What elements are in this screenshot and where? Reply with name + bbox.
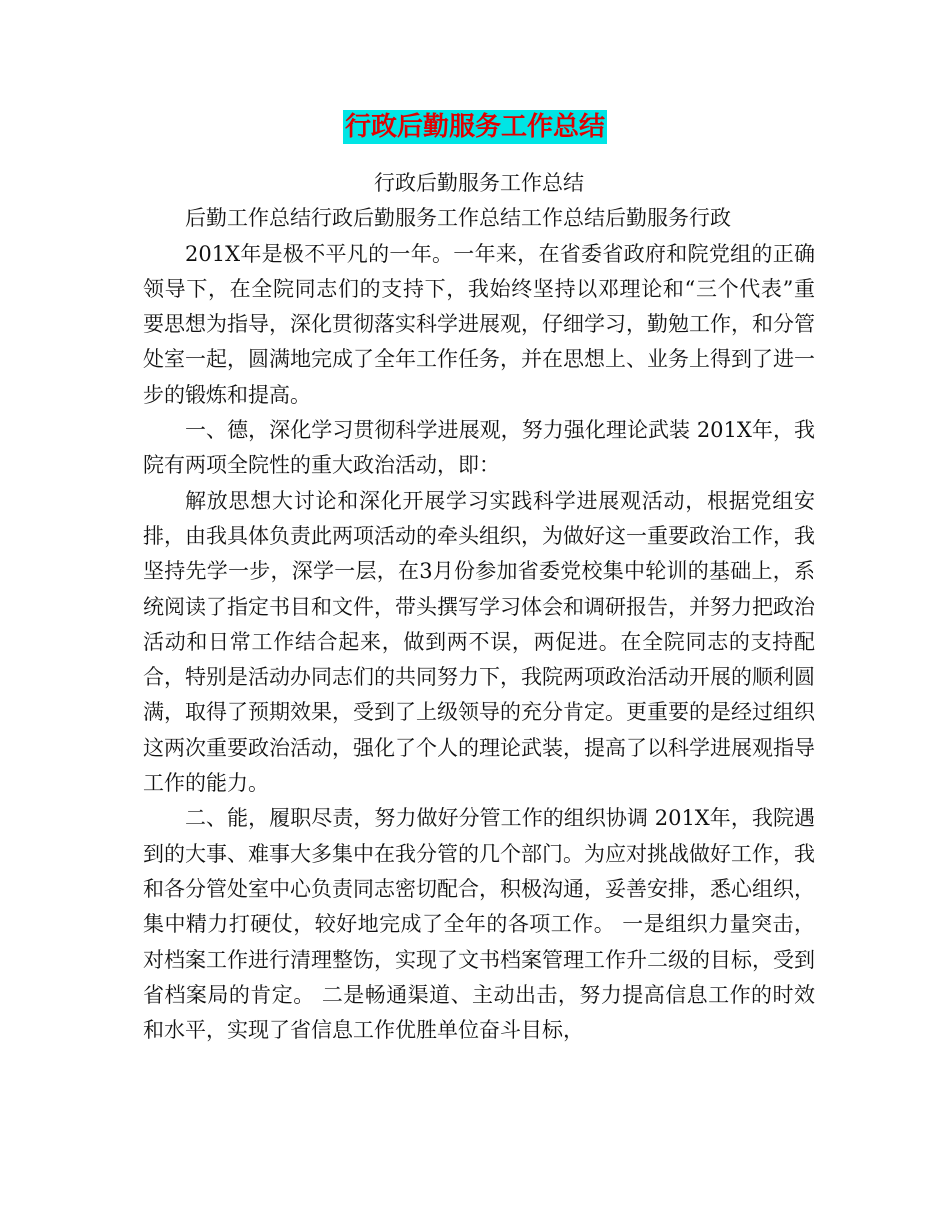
document-title: 行政后勤服务工作总结 bbox=[344, 112, 605, 142]
paragraph-section-two: 二、能，履职尽责，努力做好分管工作的组织协调 201X年，我院遇到的大事、难事大多集中在我分管的几个部门。为应对挑战做好工作，我和各分管处室中心负责同志密切配合，积极沟通，妥善安排，悉心组织，集中精力打硬仗，较好地完成了全年的各项工作。 一是组织力量突击，对档案工作进行清理整饬，实现了文书档案管理工作升二级的目标，受到省档案局的肯定。 二是畅通渠道、主动出击，努力提高信息工作的时效和水平，实现了省信息工作优胜单位奋斗目标， bbox=[143, 806, 815, 1043]
document-subtitle: 行政后勤服务工作总结 bbox=[374, 171, 584, 195]
paragraph-section-one-detail: 解放思想大讨论和深化开展学习实践科学进展观活动，根据党组安排，由我具体负责此两项活动的牵头组织，为做好这一重要政治工作，我坚持先学一步，深学一层，在3月份参加省委党校集中轮训的基础上，系统阅读了指定书目和文件，带头撰写学习体会和调研报告，并努力把政治活动和日常工作结合起来，做到两不误，两促进。在全院同志的支持配合，特别是活动办同志们的共同努力下，我院两项政治活动开展的顺利圆满，取得了预期效果，受到了上级领导的充分肯定。更重要的是经过组织这两次重要政治活动，强化了个人的理论武装，提高了以科学进展观指导工作的能力。 bbox=[143, 488, 815, 796]
title-container bbox=[0, 110, 950, 144]
document-body bbox=[143, 166, 815, 1048]
paragraph-keywords: 后勤工作总结行政后勤服务工作总结工作总结后勤服务行政 bbox=[185, 206, 731, 231]
paragraph-intro: 201X年是极不平凡的一年。一年来，在省委省政府和院党组的正确领导下，在全院同志们的支持下，我始终坚持以邓理论和“三个代表”重要思想为指导，深化贯彻落实科学进展观，仔细学习，勤勉工作，和分管处室一起，圆满地完成了全年工作任务，并在思想上、业务上得到了进一步的锻炼和提高。 bbox=[143, 241, 815, 407]
paragraph-section-one: 一、德，深化学习贯彻科学进展观，努力强化理论武装 201X年，我院有两项全院性的重大政治活动，即： bbox=[143, 418, 815, 478]
